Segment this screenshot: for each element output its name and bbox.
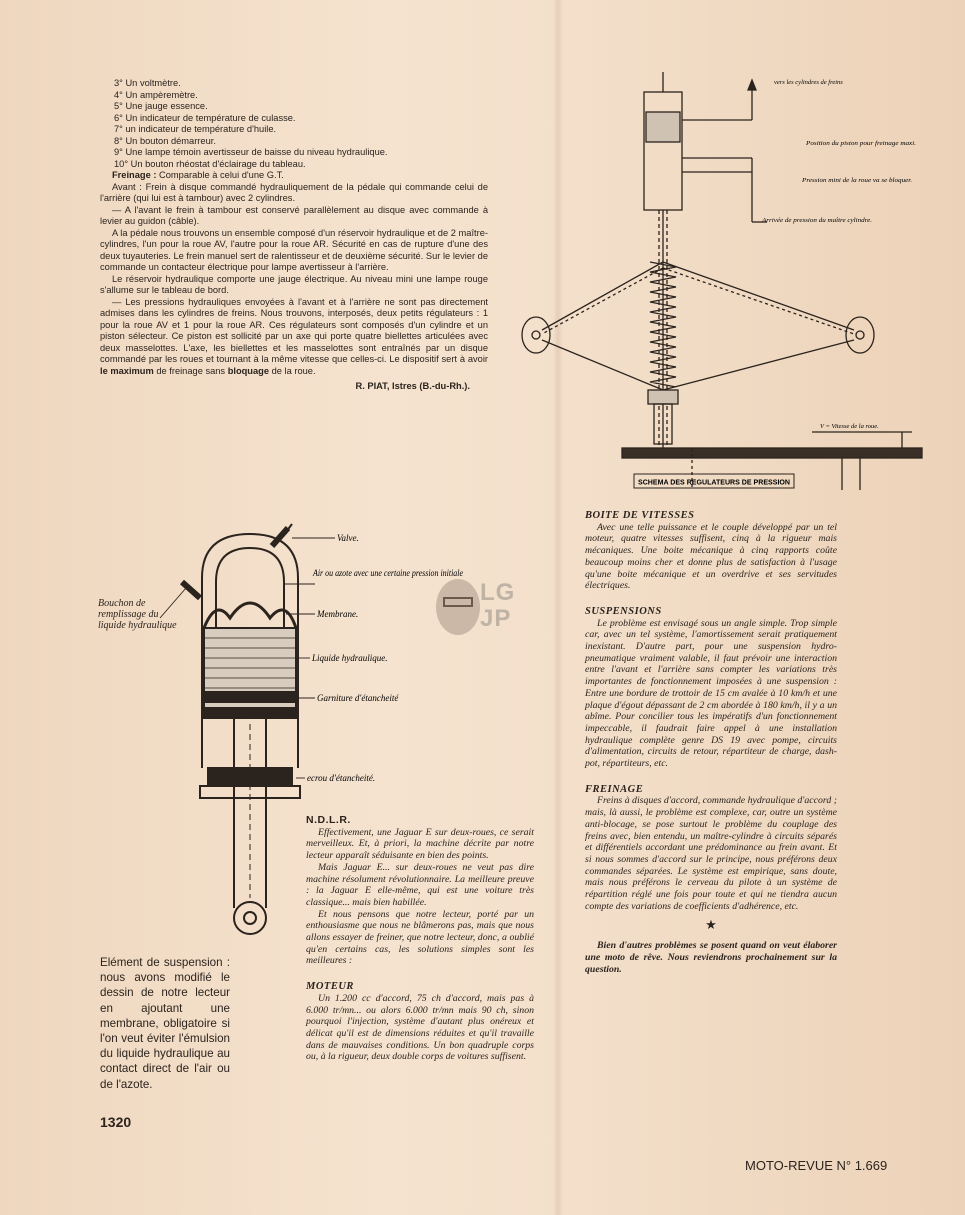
ndlr-paragraph: Mais Jaguar E... sur deux-roues ne veut pas dire machine résolument révolutionnaire. La meilleure preuve : la Jaguar E elle-même, qui est une voiture très classique... mais bien habillée. [306,861,534,908]
ndlr-paragraph: Effectivement, une Jaguar E sur deux-roues, ce serait merveilleux. Et, à priori, la machine décrite par notre lecteur apparaît séduisante en bien des points. [306,826,534,862]
signature: R. PIAT, Istres (B.-du-Rh.). [355,381,470,391]
cylinder-body [644,92,682,210]
garniture [202,692,298,702]
letter-paragraph: Avant : Frein à disque commandé hydrauliquement de la pédale qui commande celui de l'arrière (qui lui est à tambour) avec 2 cylindres. [100,181,488,203]
bold-phrase: le maximum [100,365,154,376]
label-arrivee-pression: Arrivée de pression du maître cylindre. [760,217,873,224]
freinage-title: FREINAGE [585,783,644,795]
boite-title: BOITE DE VITESSES [585,510,695,521]
pressure-regulator-diagram [512,72,932,492]
ecrou [208,768,292,786]
letter-text: de la roue. [271,365,316,376]
freinage-line [100,170,488,182]
list-item: 6° Un indicateur de température de culasse. [114,112,296,123]
letter-paragraph-last [100,297,488,378]
letter-paragraph: — A l'avant le frein à tambour est conservé parallèlement au disque avec commande à levier au guidon (câble). [100,204,488,226]
closing-text: Bien d'autres problèmes se posent quand on veut élaborer une moto de rêve. Nous reviendrons prochainement sur la question. [585,940,837,975]
letter-paragraph: A la pédale nous trouvons un ensemble composé d'un réservoir hydraulique et de 2 maître-cylindres, l'un pour la roue AV, l'autre pour la roue AR. Sécurité en cas de rupture d'une des deux tuyauteries. Le frein manuel sert de ralentisseur et de deuxième sécurité. Sur le levier de commande un contacteur électrique pour lampe avertisseur à l'arrière. [100,227,488,272]
list-item: 3° Un voltmètre. [114,78,181,88]
ndlr-paragraph: Et nous pensons que notre lecteur, porté par un enthousiasme que nous ne blâmerons pas, mais que nous allons essayer de freiner, que notre lecteur, donc, a oublié qu'en certains cas, les solutions simples sont les meilleures : [306,908,534,967]
magazine-issue: MOTO-REVUE N° 1.669 [745,1158,888,1173]
bold-phrase: bloquage [227,365,270,376]
moteur-text: Un 1.200 cc d'accord, 75 ch d'accord, mais pas à 6.000 tr/mn... ou alors 6.000 tr/mn mais 90 ch, sinon pourquoi l'injection, système d'autant plus onéreux et délicat qu'il est de dimensions réduites et qu'il travaille dans de mauvaises conditions. Un bon quadruple corps ou, à la rigueur, deux double corps de voitures suffisent. [306,992,534,1063]
label-vers-cylindres: vers les cylindres de freins [774,79,843,86]
letter-paragraph: Le réservoir hydraulique comporte une jauge électrique. Au niveau mini une lampe rouge s'allume sur le tableau de bord. [100,273,488,295]
suspensions-text: Le problème est envisagé sous un angle simple. Trop simple car, avec un tel système, l'amortissement serait pratiquement inexistant. D'autre part, pour une suspension hydro-pneumatique vraiment valable, il faut prévoir une interaction entre l'avant et l'arrière sans compter les variations très importantes de fonctionnement imposées à une suspension : Entre une bordure de trottoir de 15 cm avalée à 10 km/h et une plaque d'égout dépassant de 2 cm abordée à 180 km/h, il y a un abîme. Pour concilier tous les impératifs d'un fonctionnement impeccable, il faudrait faire appel à une installation hydraulique complète genre DS 19 avec pompe, circuits d'alimentation, circuits de retour, répartiteur de charge, dash-pot, répartiteurs, etc. [585,617,837,770]
page-number: 1320 [100,1114,132,1130]
figure-caption: Elément de suspension : nous avons modifié le dessin de notre lecteur en ajoutant une membrane, obligatoire si l'on veut éviter l'émulsion du liquide hydraulique au contact direct de l'air ou de l'azote. [100,956,230,1091]
list-item: 10° Un bouton rhéostat d'éclairage du tableau. [114,158,306,169]
logo-letters: LG JP [480,579,516,632]
boite-text: Avec une telle puissance et le couple développé par un tel moteur, quatre vitesses suffisent, cinq à la rigueur mais mécaniques. Une boite mécanique à cinq rapports coûte beaucoup moins cher et donne plus de satisfaction à l'usage qu'une boite mécanique et un overdrive et ses servitudes électriques. [585,521,837,592]
label-air-azote-1: Air ou azote avec une certaine pression initiale [312,568,463,578]
moteur-title: MOTEUR [306,981,354,993]
logo-watermark [418,562,546,652]
list-item: 8° Un bouton démarreur. [114,135,216,146]
list-item: 5° Une jauge essence. [114,101,208,111]
rotating-disc [622,448,922,458]
label-liquide: Liquide hydraulique. [312,653,388,663]
freinage-text: Freins à disques d'accord, commande hydraulique d'accord ; mais, là aussi, le problème est complexe, car, outre un système anti-blocage, se pose surtout le problème du couplage des freins avec, bien entendu, un maître-cylindre à circuits séparés et différentiels accordant une prédominance au frein avant. Et si nous sommes d'accord sur le principe, nous préférons deux commandes séparées. Le système est empirique, sans doute, mais nous préférons le cerveau du pilote à un système de répartition réglé une fois pour toute et qui ne tiendra aucun compte des variations de coefficients d'adhérence, etc. [585,795,837,912]
star-separator: ★ [705,916,717,932]
letter-paragraph-text: — Les pressions hydrauliques envoyées à l'avant et à l'arrière ne sont pas directement admises dans les cylindres de freins. Nous trouvons, interposés, deux petits régulateurs : 1 pour la roue AV et 1 pour la roue AR. Ces régulateurs sont composés d'un cylindre et un piston sélecteur. Ce piston est sollicité par un axe qui porte quatre biellettes articulées avec deux masselottes. L'axe, les biellettes et les masselottes sont entraînés par un disque commandé par les roues et tournant à la même vitesse que celles-ci. Le dispositif sert à avoir [100,296,488,364]
label-position-piston: Position du piston pour freinage maxi. [804,140,917,147]
label-valve: Valve. [337,533,359,543]
list-item: 9° Une lampe témoin avertisseur de baisse du niveau hydraulique. [114,147,388,157]
masselotte-right [846,317,874,353]
membrane [204,603,296,628]
right-column [585,510,837,975]
label-garniture: Garniture d'étancheité [317,693,399,703]
letter-text: de freinage sans [156,365,226,376]
label-membrane: Membrane. [317,609,359,619]
letter-column [100,78,488,393]
freinage-text: Comparable à celui d'une G.T. [159,170,284,180]
masselotte-left [522,317,550,353]
label-ecrou: ecrou d'étancheité. [307,773,376,783]
suspensions-title: SUSPENSIONS [585,605,662,617]
list-item: 7° un indicateur de température d'huile. [114,124,277,134]
ndlr-column [306,815,534,1063]
label-bouchon: Bouchon de remplissage du liquide hydraulique [98,598,177,631]
list-item: 4° Un ampèremètre. [114,89,198,100]
label-vitesse-roue: V = Vitesse de la roue. [820,423,879,430]
freinage-label: Freinage : [112,170,157,180]
ndlr-title: N.D.L.R. [306,814,351,826]
diagram-caption: SCHEMA DES REGULATEURS DE PRESSION [638,477,790,487]
piston [646,112,680,142]
label-pression-mini: Pression mini de la roue va se bloquer. [800,177,913,184]
